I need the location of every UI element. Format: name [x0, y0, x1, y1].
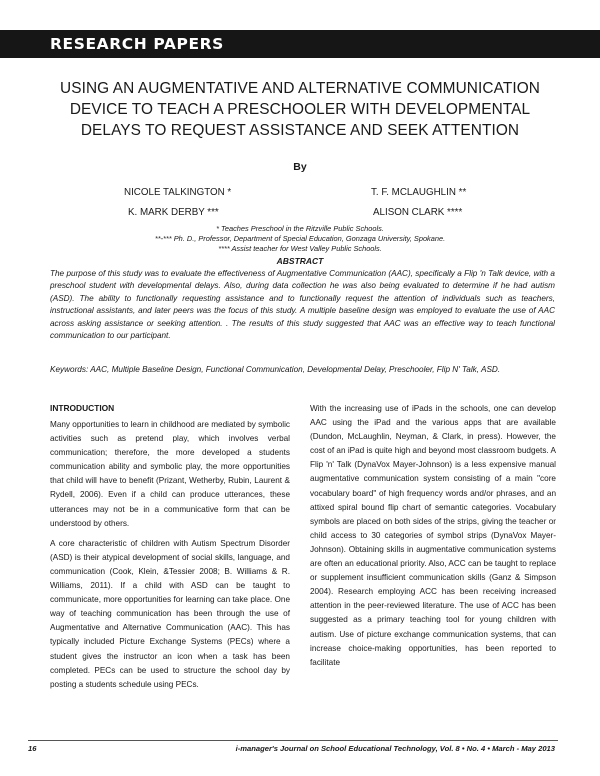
affiliation-line: **-*** Ph. D., Professor, Department of Special Education, Gonzaga University, Spokane. [154, 234, 446, 243]
body-paragraph: A core characteristic of children with Autism Spectrum Disorder (ASD) is their atypical development of social skills, language, and communication (Cook, Klein, &Tessier 2008; B. Williams & R. Williams, 2011). If a child with ASD can be taught to communicate, more opportunities for learning can take place. One way of teaching communication has been through the use of Augmentative and Alternative Communication (AAC). This has typically included Picture Exchange Systems (PECs) where a student gives the instructor an icon when a task has been completed. PECs can be used to structure the school day by posting a students schedule using PECs. [50, 538, 290, 689]
paper-title [45, 78, 555, 141]
title-line: DELAYS TO REQUEST ASSISTANCE AND SEEK ATTENTION [80, 122, 520, 139]
author-clark: ALISON CLARK **** [373, 207, 463, 218]
affiliation-line: * Teaches Preschool in the Ritzville Public Schools. [216, 224, 384, 233]
section-label: RESEARCH PAPERS [50, 35, 224, 53]
by-label: By [293, 161, 307, 173]
footer-rule [28, 740, 558, 741]
title-line: DEVICE TO TEACH A PRESCHOOLER WITH DEVELOPMENTAL [69, 101, 531, 118]
page-number: 16 [28, 744, 37, 753]
body-column-right [310, 402, 556, 676]
body-paragraph: Many opportunities to learn in childhood are mediated by symbolic activities such as pretend play, which involves verbal communication; therefore, the more developed a students communication ability and symbolic play, the more opportunities that child will have to benefit (Prizant, Wetherby, Rubin, Laurent & Rydell, 2006). Even if a child can produce utterances, these utterances may not be in a communicative form that can be understood by others. [50, 420, 290, 528]
title-line: USING AN AUGMENTATIVE AND ALTERNATIVE COMMUNICATION [60, 80, 540, 97]
author-derby: K. MARK DERBY *** [128, 207, 219, 218]
section-banner [0, 30, 600, 58]
keywords: Keywords: AAC, Multiple Baseline Design, Functional Communication, Developmental Delay, Preschooler, Flip N' Talk, ASD. [50, 365, 501, 374]
abstract-heading: ABSTRACT [276, 256, 324, 266]
body-column-left [50, 402, 290, 698]
author-mclaughlin: T. F. MCLAUGHLIN ** [371, 187, 467, 198]
abstract-text: The purpose of this study was to evaluate the effectiveness of Augmentative Communication (AAC), specifically a Flip 'n Talk device, with a preschool student with developmental delays. Also, during data collection he was also being evaluated to determine if he had autism (ASD). The ability to functionally requesting assistance and to functionally request the attention of individuals such as teachers, instructional assistants, and later peers was the focus of this study. A multiple baseline design was employed to evaluate the use of AAC across asking assistance or seeking attention. . The results of this study suggested that AAC was an effective way to teach functional communication to our participant. [50, 269, 555, 341]
body-paragraph: With the increasing use of iPads in the schools, one can develop AAC using the iPad and the various apps that are available (Dundon, McLaughlin, Neyman, & Clark, in press). However, the cost of an iPad is quite high and beyond most classroom budgets. A Flip 'n' Talk (DynaVox Mayer-Johnson) is a less expensive manual augmentative communication system consisting of a main "core vocabulary board" of high frequency words and/or phrases, and an attixed spiral bound flip chart of semantic categories. Vocabulary symbols are placed on both sides of the strips, giving the teacher or child access to 30 categories of symbol strips (DynaVox Mayer-Johnson). Obtaining skills in augmentative communication systems are often an educational priority. Also, ACC can be taught to replace or supplement insufficient communication skills (Ganz & Simpson 2004). Research employing ACC has been receiving increased attention in the peer-reviewed literature. The use of ACC has been suggested as a primary teaching tool for young children with autism. Use of picture exchange communication systems, that can increase choice-making opportunities, has been reported to facilitate [310, 404, 556, 667]
author-talkington: NICOLE TALKINGTON * [124, 187, 232, 198]
affiliation-line: **** Assist teacher for West Valley Public Schools. [218, 244, 382, 253]
journal-citation: i-manager's Journal on School Educational Technology, Vol. 8 • No. 4 • March - May 2013 [235, 744, 555, 753]
introduction-heading: INTRODUCTION [50, 403, 115, 413]
